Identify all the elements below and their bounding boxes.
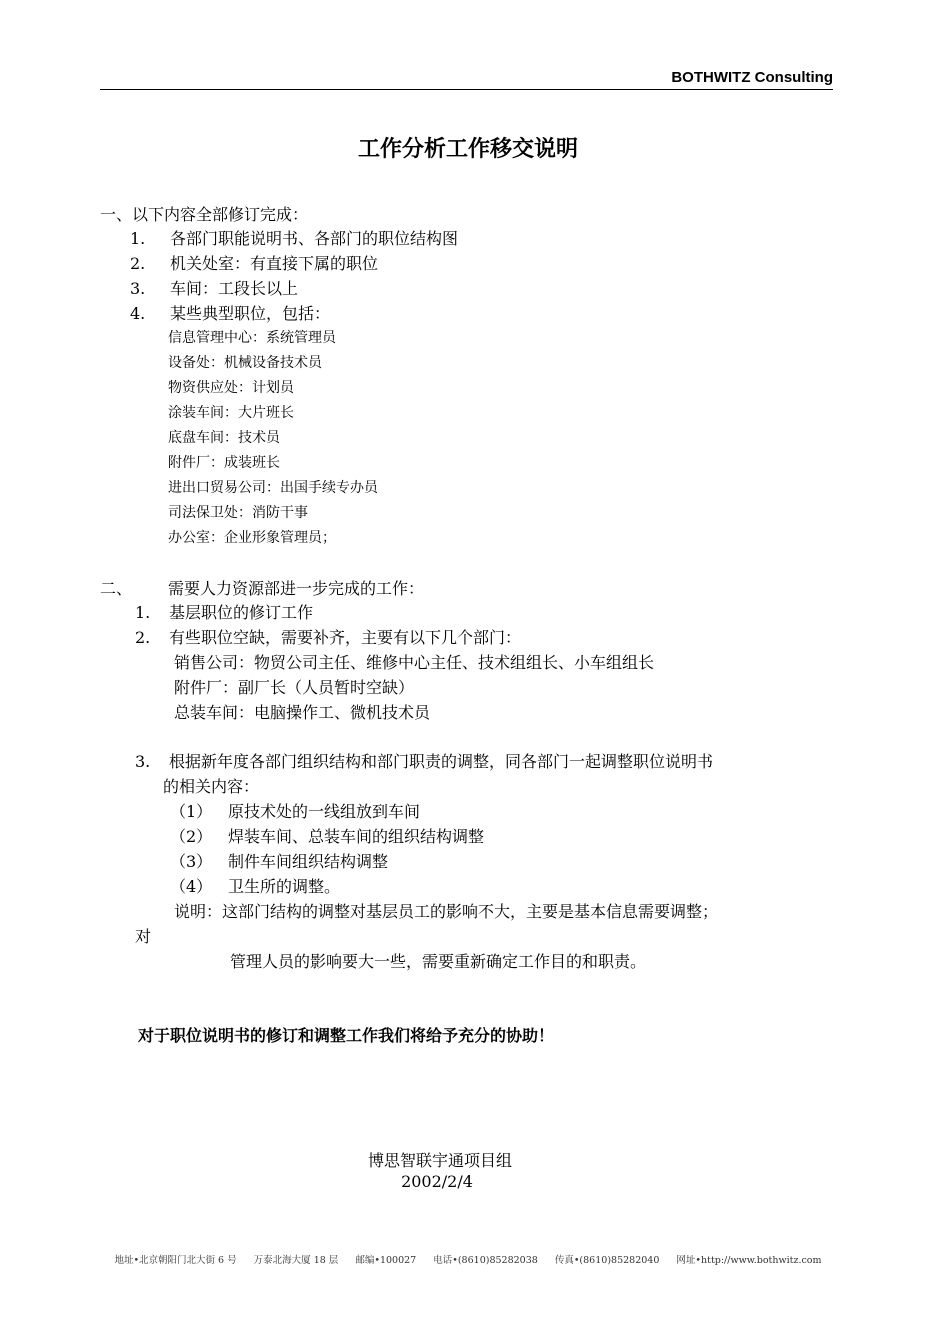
footer-phone: 电话•(8610)85282038 — [433, 1255, 538, 1266]
footer-web: 网址•http://www.bothwitz.com — [676, 1255, 822, 1266]
signature-date: 2002/2/4 — [401, 1172, 473, 1191]
subitem-4 — [170, 874, 340, 897]
page-title: 工作分析工作移交说明 — [357, 136, 578, 162]
item-number: 2. — [135, 628, 151, 647]
subitem-number: （1） — [170, 802, 213, 821]
position-item: 底盘车间：技术员 — [168, 430, 280, 446]
brand-suffix: Consulting — [750, 69, 833, 86]
item-number: 2. — [130, 254, 146, 273]
subitem-text: 原技术处的一线组放到车间 — [228, 802, 421, 821]
item-text: 机关处室：有直接下属的职位 — [170, 254, 379, 273]
section1-item-3 — [130, 276, 298, 299]
section1-item-4 — [130, 301, 330, 324]
header-divider — [100, 89, 833, 90]
item-text: 根据新年度各部门组织结构和部门职责的调整，同各部门一起调整职位说明书 — [169, 752, 714, 771]
position-item: 司法保卫处：消防干事 — [168, 505, 308, 521]
section1-item-1 — [130, 226, 458, 249]
item-text: 基层职位的修订工作 — [169, 603, 314, 622]
item-text: 车间：工段长以上 — [170, 279, 299, 298]
section1-heading: 一、以下内容全部修订完成： — [100, 205, 309, 224]
note-line-3: 管理人员的影响要大一些，需要重新确定工作目的和职责。 — [230, 952, 647, 971]
subitem-text: 卫生所的调整。 — [228, 877, 341, 896]
vacancy-item: 销售公司：物贸公司主任、维修中心主任、技术组组长、小车组组长 — [174, 653, 655, 672]
item-number: 3. — [135, 752, 151, 771]
item-number: 4. — [130, 304, 146, 323]
footer-address: 地址•北京朝阳门北大街 6 号 — [114, 1255, 237, 1266]
vacancy-item: 总装车间：电脑操作工、微机技术员 — [174, 703, 431, 722]
subitem-number: （4） — [170, 877, 213, 896]
subitem-text: 焊装车间、总装车间的组织结构调整 — [228, 827, 485, 846]
closing-statement: 对于职位说明书的修订和调整工作我们将给予充分的协助！ — [138, 1026, 555, 1045]
vacancy-item: 附件厂：副厂长（人员暂时空缺） — [174, 678, 415, 697]
position-item: 附件厂：成装班长 — [168, 455, 280, 471]
brand-name: BOTHWITZ — [671, 69, 751, 86]
header-brand — [671, 69, 833, 86]
item-text: 有些职位空缺，需要补齐，主要有以下几个部门： — [169, 628, 522, 647]
subitem-3 — [170, 849, 388, 872]
signature-org: 博思智联宇通项目组 — [367, 1151, 512, 1170]
section2-item-1 — [135, 600, 313, 623]
section2-heading: 需要人力资源部进一步完成的工作： — [168, 579, 425, 598]
position-item: 涂装车间：大片班长 — [168, 405, 294, 421]
footer-building: 万泰北海大厦 18 层 — [253, 1255, 339, 1266]
section2-item-2 — [135, 625, 521, 648]
subitem-2 — [170, 824, 484, 847]
section2-heading-number: 二、 — [100, 579, 133, 598]
section2-item-3-continued: 的相关内容： — [163, 777, 260, 796]
subitem-number: （3） — [170, 852, 213, 871]
page-footer — [0, 1252, 936, 1266]
position-item: 进出口贸易公司：出国手续专办员 — [168, 480, 378, 496]
subitem-number: （2） — [170, 827, 213, 846]
subitem-text: 制件车间组织结构调整 — [228, 852, 389, 871]
position-item: 信息管理中心：系统管理员 — [168, 330, 336, 346]
position-item: 物资供应处：计划员 — [168, 380, 294, 396]
item-number: 3. — [130, 279, 146, 298]
item-text: 某些典型职位，包括： — [170, 304, 331, 323]
note-line-1: 说明：这部门结构的调整对基层员工的影响不大，主要是基本信息需要调整； — [174, 902, 719, 921]
section2-item-3 — [135, 749, 713, 772]
item-text: 各部门职能说明书、各部门的职位结构图 — [170, 229, 459, 248]
subitem-1 — [170, 799, 420, 822]
note-line-2: 对 — [135, 927, 152, 946]
footer-postcode: 邮编•100027 — [355, 1255, 417, 1266]
footer-fax: 传真•(8610)85282040 — [554, 1255, 660, 1266]
item-number: 1. — [130, 229, 146, 248]
item-number: 1. — [135, 603, 151, 622]
position-item: 办公室：企业形象管理员； — [168, 530, 336, 546]
section1-item-2 — [130, 251, 378, 274]
position-item: 设备处：机械设备技术员 — [168, 355, 322, 371]
